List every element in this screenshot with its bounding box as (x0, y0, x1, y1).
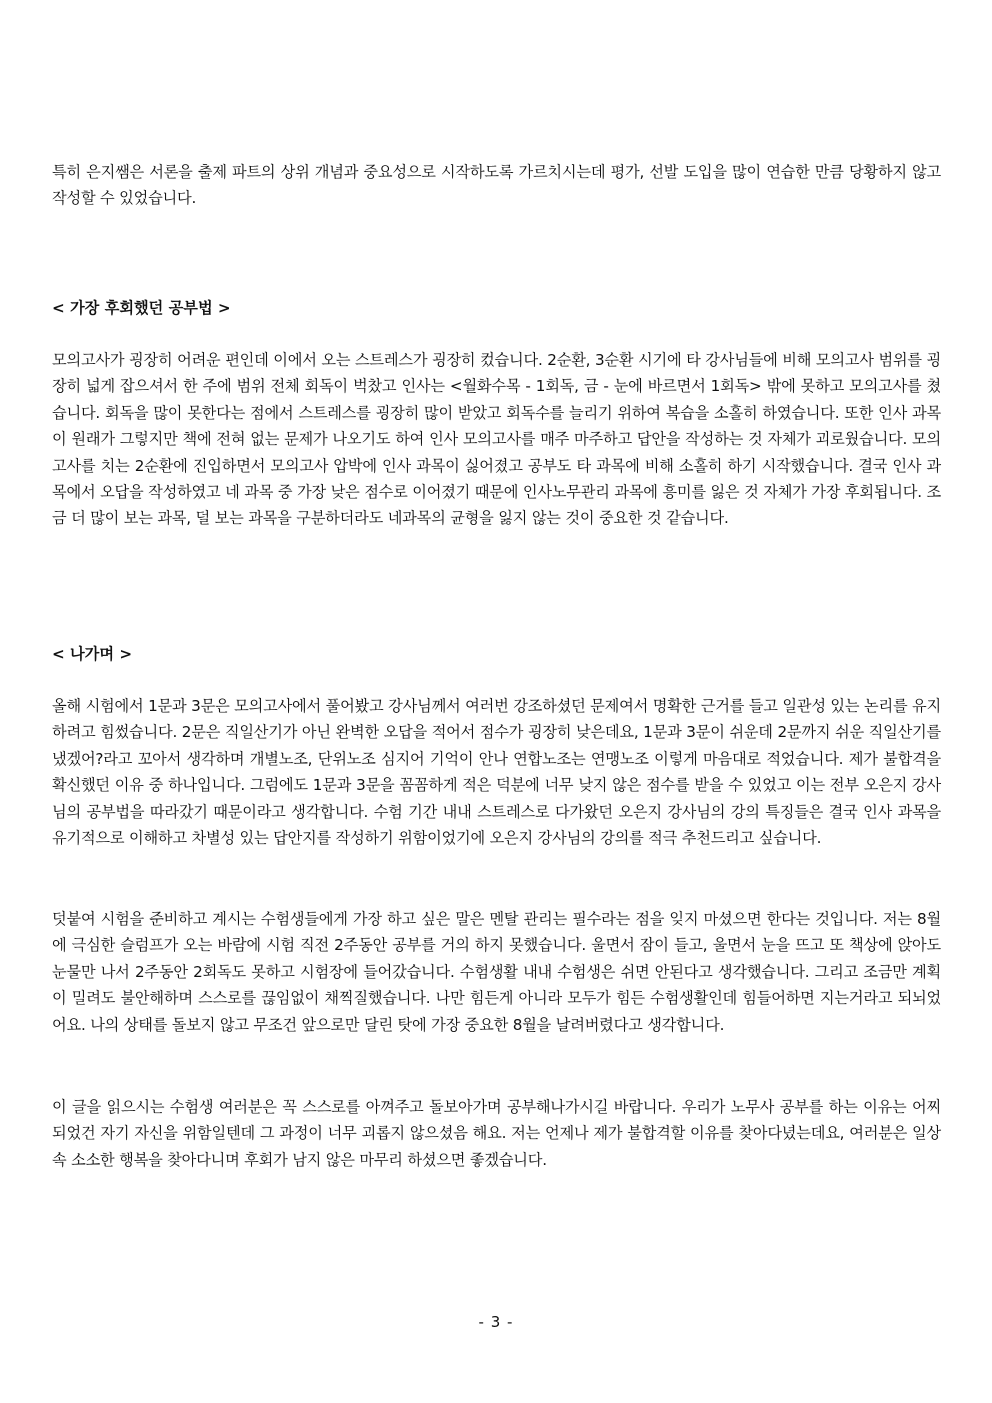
page-number: - 3 - (478, 1313, 514, 1331)
closing-paragraph-3: 이 글을 읽으시는 수험생 여러분은 꼭 스스로를 아껴주고 돌보아가며 공부해나가시길 바랍니다. 우리가 노무사 공부를 하는 이유는 어찌되었건 자기 자신을 위함일텐데 그 과정이 너무 괴롭지 않으셨음 해요. 저는 언제나 제가 불합격할 이유를 찾아다녔는데요, 여러분은 일상 속 소소한 행복을 찾아다니며 후회가 남지 않은 마무리 하셨으면 좋겠습니다. (52, 1098, 941, 1169)
closing-paragraph-2: 덧붙여 시험을 준비하고 계시는 수험생들에게 가장 하고 싶은 말은 멘탈 관리는 필수라는 점을 잊지 마셨으면 한다는 것입니다. 저는 8월에 극심한 슬럼프가 오는 바람에 시험 직전 2주동안 공부를 거의 하지 못했습니다. 울면서 잠이 들고, 울면서 눈을 뜨고 또 책상에 앉아도 눈물만 나서 2주동안 2회독도 못하고 시험장에 들어갔습니다. 수험생활 내내 수험생은 쉬면 안된다고 생각했습니다. 그리고 조금만 계획이 밀려도 불안해하며 스스로를 끊임없이 채찍질했습니다. 나만 힘든게 아니라 모두가 힘든 수험생활인데 힘들어하면 지는거라고 되뇌었어요. 나의 상태를 돌보지 않고 무조건 앞으로만 달린 탓에 가장 중요한 8월을 날려버렸다고 생각합니다. (52, 910, 941, 1034)
intro-paragraph: 특히 은지쌤은 서론을 출제 파트의 상위 개념과 중요성으로 시작하도록 가르치시는데 평가, 선발 도입을 많이 연습한 만큼 당황하지 않고 작성할 수 있었습니다. (52, 163, 941, 208)
closing-section-heading: < 나가며 > (52, 645, 133, 663)
regret-section-paragraph: 모의고사가 굉장히 어려운 편인데 이에서 오는 스트레스가 굉장히 컸습니다. 2순환, 3순환 시기에 타 강사님들에 비해 모의고사 범위를 굉장히 넓게 잡으셔서 한 주에 범위 전체 회독이 벅찼고 인사는 <월화수목 - 1회독, 금 - 눈에 바르면서 1회독> 밖에 못하고 모의고사를 쳤습니다. 회독을 많이 못한다는 점에서 스트레스를 굉장히 많이 받았고 회독수를 늘리기 위하여 복습을 소홀히 하였습니다. 또한 인사 과목이 원래가 그렇지만 책에 전혀 없는 문제가 나오기도 하여 인사 모의고사를 매주 마주하고 답안을 작성하는 것 자체가 괴로웠습니다. 모의고사를 치는 2순환에 진입하면서 모의고사 압박에 인사 과목이 싫어졌고 공부도 타 과목에 비해 소홀히 하기 시작했습니다. 결국 인사 과목에서 오답을 작성하였고 네 과목 중 가장 낮은 점수로 이어졌기 때문에 인사노무관리 과목에 흥미를 잃은 것 자체가 가장 후회됩니다. 조금 더 많이 보는 과목, 덜 보는 과목을 구분하더라도 네과목의 균형을 잃지 않는 것이 중요한 것 같습니다. (52, 351, 941, 528)
closing-paragraph-1: 올해 시험에서 1문과 3문은 모의고사에서 풀어봤고 강사님께서 여러번 강조하셨던 문제여서 명확한 근거를 들고 일관성 있는 논리를 유지하려고 힘썼습니다. 2문은 직일산기가 아닌 완벽한 오답을 적어서 점수가 굉장히 낮은데요, 1문과 3문이 쉬운데 2문까지 쉬운 직일산기를 냈겠어?라고 꼬아서 생각하며 개별노조, 단위노조 심지어 기억이 안나 연합노조는 연맹노조 이렇게 마음대로 적었습니다. 제가 불합격을 확신했던 이유 중 하나입니다. 그럼에도 1문과 3문을 꼼꼼하게 적은 덕분에 너무 낮지 않은 점수를 받을 수 있었고 이는 전부 오은지 강사님의 공부법을 따라갔기 때문이라고 생각합니다. 수험 기간 내내 스트레스로 다가왔던 오은지 강사님의 강의 특징들은 결국 인사 과목을 유기적으로 이해하고 차별성 있는 답안지를 작성하기 위함이었기에 오은지 강사님의 강의를 적극 추천드리고 싶습니다. (52, 697, 941, 848)
regret-section-heading: < 가장 후회했던 공부법 > (52, 299, 231, 317)
